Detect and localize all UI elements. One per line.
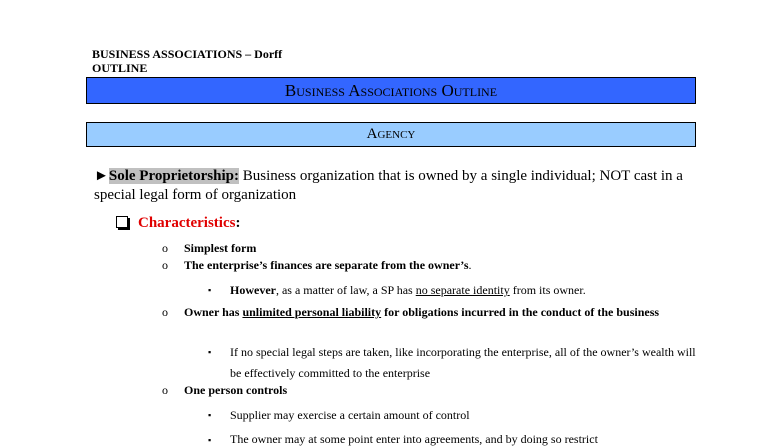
sole-proprietorship-definition — [94, 167, 704, 205]
document-header-line2: OUTLINE — [92, 61, 148, 75]
characteristics-colon: : — [235, 215, 241, 231]
sole-proprietorship-text: Business organization that is owned by a single individual; NOT cast in a special legal form of organization — [94, 168, 683, 203]
sub-list-item: However, as a matter of law, a SP has no separate identity from its owner. — [230, 283, 586, 297]
title-bar — [86, 77, 696, 104]
triangle-bullet-icon: ► — [94, 168, 109, 184]
circle-bullet-icon: o — [162, 305, 168, 319]
square-bullet-icon: ▪ — [208, 435, 212, 445]
circle-bullet-icon: o — [162, 258, 168, 272]
characteristics-label: Characteristics — [138, 215, 236, 231]
list-item: Simplest form — [184, 241, 257, 255]
list-item: One person controls — [184, 383, 288, 397]
square-bullet-icon: ▪ — [208, 347, 212, 357]
circle-bullet-icon: o — [162, 383, 168, 397]
list-item: Owner has unlimited personal liability for obligations incurred in the conduct of the business — [184, 305, 660, 319]
characteristics-heading — [116, 214, 240, 233]
sole-proprietorship-term: Sole Proprietorship: — [108, 168, 239, 184]
circle-bullet-icon: o — [162, 241, 168, 255]
section-bar-text: Agency — [366, 126, 416, 142]
title-bar-text: Business Associations Outline — [284, 81, 498, 100]
document-header-line1: BUSINESS ASSOCIATIONS – Dorff — [92, 47, 283, 61]
checkbox-square-icon — [116, 216, 128, 228]
square-bullet-icon: ▪ — [208, 410, 212, 420]
square-bullet-icon: ▪ — [208, 285, 212, 295]
section-bar-agency — [86, 122, 696, 147]
sub-list-item: Supplier may exercise a certain amount of control — [230, 408, 470, 422]
sub-list-item-partial: ▪ The owner may at some point enter into agreements, and by doing so restrict — [208, 432, 598, 446]
list-item: The enterprise’s finances are separate from the owner’s. — [184, 258, 472, 272]
sub-list-item: If no special legal steps are taken, like incorporating the enterprise, all of the owner’s wealth will be effectively committed to the enterprise — [230, 345, 696, 380]
